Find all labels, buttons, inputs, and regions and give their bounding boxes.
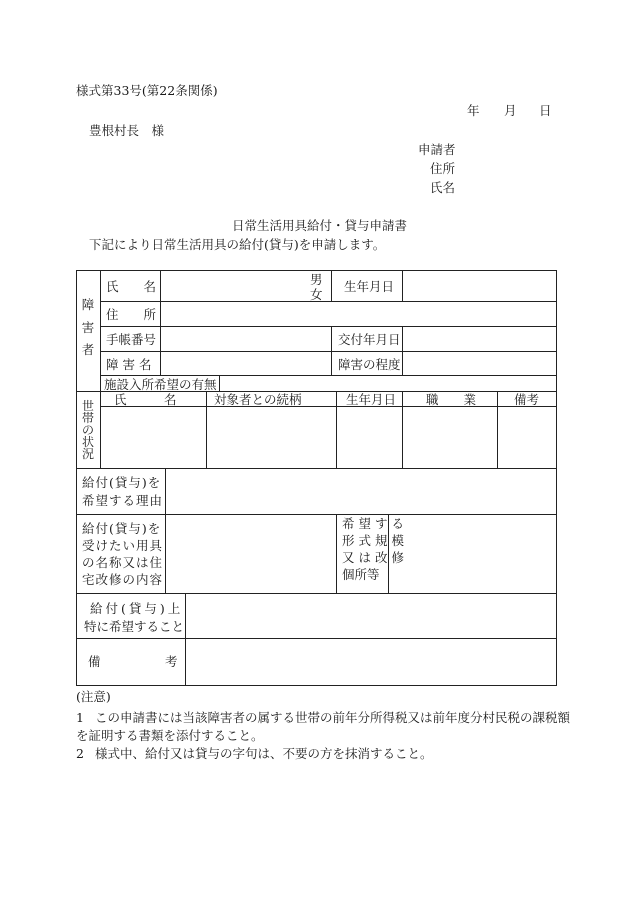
addressee: 豊根村長 様 <box>89 123 165 138</box>
handbook-number-label: 手帳番号 <box>106 332 157 347</box>
note-2-line1: 様式中、給付又は貸与の字句は、不要の方を抹消すること。 <box>95 746 433 761</box>
name-field[interactable] <box>161 271 301 301</box>
page-title: 日常生活用具給付・貸与申請書 <box>232 218 408 233</box>
household-header-occupation: 職 業 <box>426 392 477 407</box>
special-wish-label-line1: 給付(貸与)上 <box>90 601 184 616</box>
note-1-line2: を証明する書類を添付すること。 <box>76 728 264 743</box>
disability-name-field[interactable] <box>161 352 331 375</box>
date-year-label: 年 <box>467 103 480 118</box>
special-wish-label-line2: 特に希望すること <box>84 619 185 634</box>
household-header-remarks: 備考 <box>514 392 540 407</box>
applicant-label: 申請者 <box>418 142 456 157</box>
disability-degree-label: 障害の程度 <box>338 357 401 372</box>
sex-female-label: 女 <box>310 287 323 302</box>
household-header-name: 氏 名 <box>114 392 177 407</box>
household-section-label: 世 帯 の 状 況 <box>81 399 94 461</box>
household-relation-field[interactable] <box>207 407 336 468</box>
household-header-birthdate: 生年月日 <box>346 392 397 407</box>
notes-heading: (注意) <box>76 689 111 704</box>
special-wish-field[interactable] <box>186 594 556 638</box>
form-number: 様式第33号(第22条関係) <box>76 83 218 98</box>
household-name-field[interactable] <box>101 407 206 468</box>
birthdate-label: 生年月日 <box>344 279 395 294</box>
facility-wish-label: 施設入所希望の有無 <box>104 377 217 392</box>
intro-text: 下記により日常生活用具の給付(貸与)を申請します。 <box>89 237 386 252</box>
facility-wish-field[interactable] <box>220 376 556 391</box>
note-1-line1: この申請書には当該障害者の属する世帯の前年分所得税又は前年度分村民税の課税額 <box>95 710 571 725</box>
remarks-label-right: 考 <box>165 654 178 669</box>
item-label-line3: の名称又は住 <box>82 555 164 570</box>
disabled-person-section-label: 障 害 者 <box>81 297 95 357</box>
household-birthdate-field[interactable] <box>337 407 402 468</box>
format-field[interactable] <box>389 515 556 593</box>
reason-label-line2: 希望する理由 <box>82 493 164 508</box>
remarks-label-left: 備 <box>88 654 101 669</box>
household-occupation-field[interactable] <box>403 407 497 468</box>
issue-date-field[interactable] <box>403 327 556 351</box>
date-day-label: 日 <box>539 103 552 118</box>
item-label-line1: 給付(貸与)を <box>82 521 162 536</box>
item-label-line2: 受けたい用具 <box>82 538 164 553</box>
item-field[interactable] <box>166 515 336 593</box>
address-field[interactable] <box>161 302 556 326</box>
handbook-number-field[interactable] <box>161 327 331 351</box>
sex-male-label: 男 <box>310 272 323 287</box>
applicant-name-label: 氏名 <box>430 180 456 195</box>
format-label-line3: 又は改修 <box>342 550 409 565</box>
applicant-address-label: 住所 <box>430 161 456 176</box>
item-label-line4: 宅改修の内容 <box>82 572 164 587</box>
issue-date-label: 交付年月日 <box>338 332 401 347</box>
note-2-number: 2 <box>76 746 84 761</box>
note-1-number: 1 <box>76 710 84 725</box>
disability-name-label: 障 害 名 <box>106 357 152 372</box>
remarks-field[interactable] <box>186 639 556 685</box>
date-month-label: 月 <box>504 103 517 118</box>
reason-label-line1: 給付(貸与)を <box>82 475 162 490</box>
format-label-line1: 希望する <box>342 516 409 531</box>
disability-degree-field[interactable] <box>403 352 556 375</box>
household-remarks-field[interactable] <box>498 407 556 468</box>
name-label: 氏 名 <box>106 279 157 294</box>
format-label-line4: 個所等 <box>342 567 380 582</box>
reason-field[interactable] <box>166 469 556 514</box>
format-label-line2: 形式規模 <box>342 533 409 548</box>
birthdate-field[interactable] <box>403 271 556 301</box>
household-header-relation: 対象者との続柄 <box>214 392 302 407</box>
address-label: 住 所 <box>106 307 157 322</box>
